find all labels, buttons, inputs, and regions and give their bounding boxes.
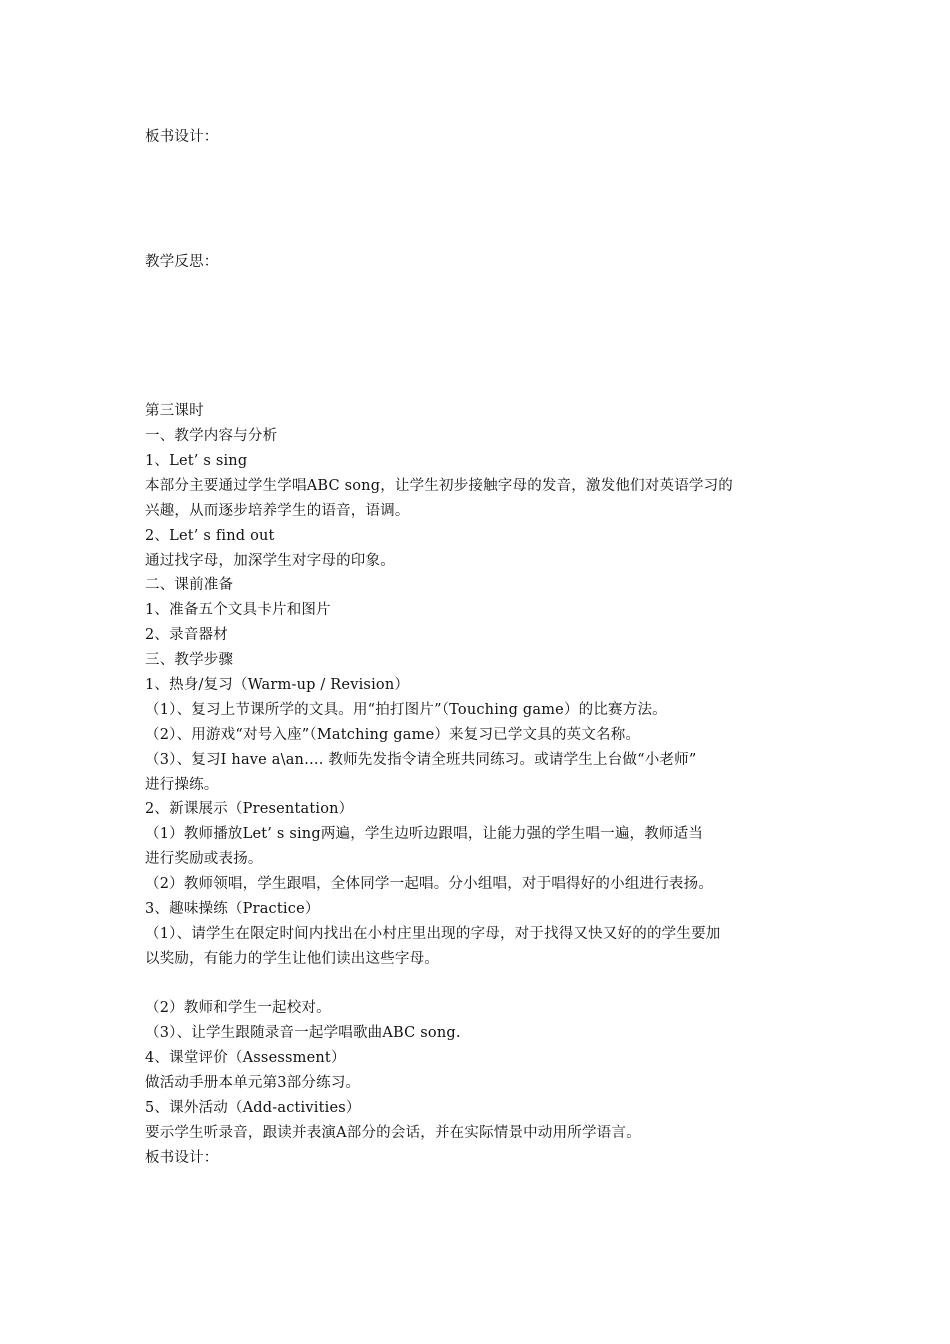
step5-title: 5、课外活动（Add-activities） bbox=[145, 1100, 361, 1116]
board-design-heading: 板书设计： bbox=[145, 129, 219, 145]
step3-title: 3、趣味操练（Practice） bbox=[145, 901, 320, 917]
step1-item-2: （2）、用游戏“对号入座”（Matching game）来复习已学文具的英文名称。 bbox=[145, 727, 641, 743]
step1-title: 1、热身/复习（Warm-up / Revision） bbox=[145, 677, 410, 693]
section-heading-content-analysis: 一、教学内容与分析 bbox=[145, 428, 278, 444]
teaching-reflection-heading: 教学反思： bbox=[145, 254, 219, 270]
step2-item-1-line-2: 进行奖励或表扬。 bbox=[145, 851, 263, 867]
preparation-item-1: 1、准备五个文具卡片和图片 bbox=[145, 602, 331, 618]
step1-item-3-line-1: （3）、复习I have a\an…. 教师先发指令请全班共同练习。或请学生上台做“小老师” bbox=[145, 752, 697, 768]
step3-item-2: （2）教师和学生一起校对。 bbox=[145, 1000, 331, 1016]
step4-text: 做活动手册本单元第3部分练习。 bbox=[145, 1075, 361, 1091]
section-heading-teaching-steps: 三、教学步骤 bbox=[145, 652, 234, 668]
preparation-item-2: 2、录音器材 bbox=[145, 627, 228, 643]
item-lets-find-out-text: 通过找字母，加深学生对字母的印象。 bbox=[145, 553, 395, 569]
step1-item-3-line-2: 进行操练。 bbox=[145, 777, 219, 793]
item-lets-find-out-title: 2、Let’ s find out bbox=[145, 528, 275, 544]
step2-title: 2、新课展示（Presentation） bbox=[145, 801, 354, 817]
step4-title: 4、课堂评价（Assessment） bbox=[145, 1050, 346, 1066]
step3-item-1-line-1: （1）、请学生在限定时间内找出在小村庄里出现的字母，对于找得又快又好的的学生要加 bbox=[145, 926, 721, 942]
item-lets-sing-title: 1、Let’ s sing bbox=[145, 453, 248, 469]
step2-item-1-line-1: （1）教师播放Let’ s sing两遍，学生边听边跟唱，让能力强的学生唱一遍，教师适当 bbox=[145, 826, 704, 842]
lesson-title: 第三课时 bbox=[145, 403, 204, 419]
step2-item-2: （2）教师领唱，学生跟唱，全体同学一起唱。分小组唱，对于唱得好的小组进行表扬。 bbox=[145, 876, 714, 892]
board-design-heading-2: 板书设计： bbox=[145, 1150, 219, 1166]
item-lets-sing-text-2: 兴趣，从而逐步培养学生的语音，语调。 bbox=[145, 503, 410, 519]
step3-item-3: （3）、让学生跟随录音一起学唱歌曲ABC song. bbox=[145, 1025, 461, 1041]
step1-item-1: （1）、复习上节课所学的文具。用“拍打图片”（Touching game）的比赛方法。 bbox=[145, 702, 667, 718]
step5-text: 要示学生听录音，跟读并表演A部分的会话，并在实际情景中动用所学语言。 bbox=[145, 1125, 641, 1141]
item-lets-sing-text-1: 本部分主要通过学生学唱ABC song，让学生初步接触字母的发音，激发他们对英语学习的 bbox=[145, 478, 733, 494]
section-heading-preparation: 二、课前准备 bbox=[145, 577, 234, 593]
step3-item-1-line-2: 以奖励，有能力的学生让他们读出这些字母。 bbox=[145, 951, 439, 967]
